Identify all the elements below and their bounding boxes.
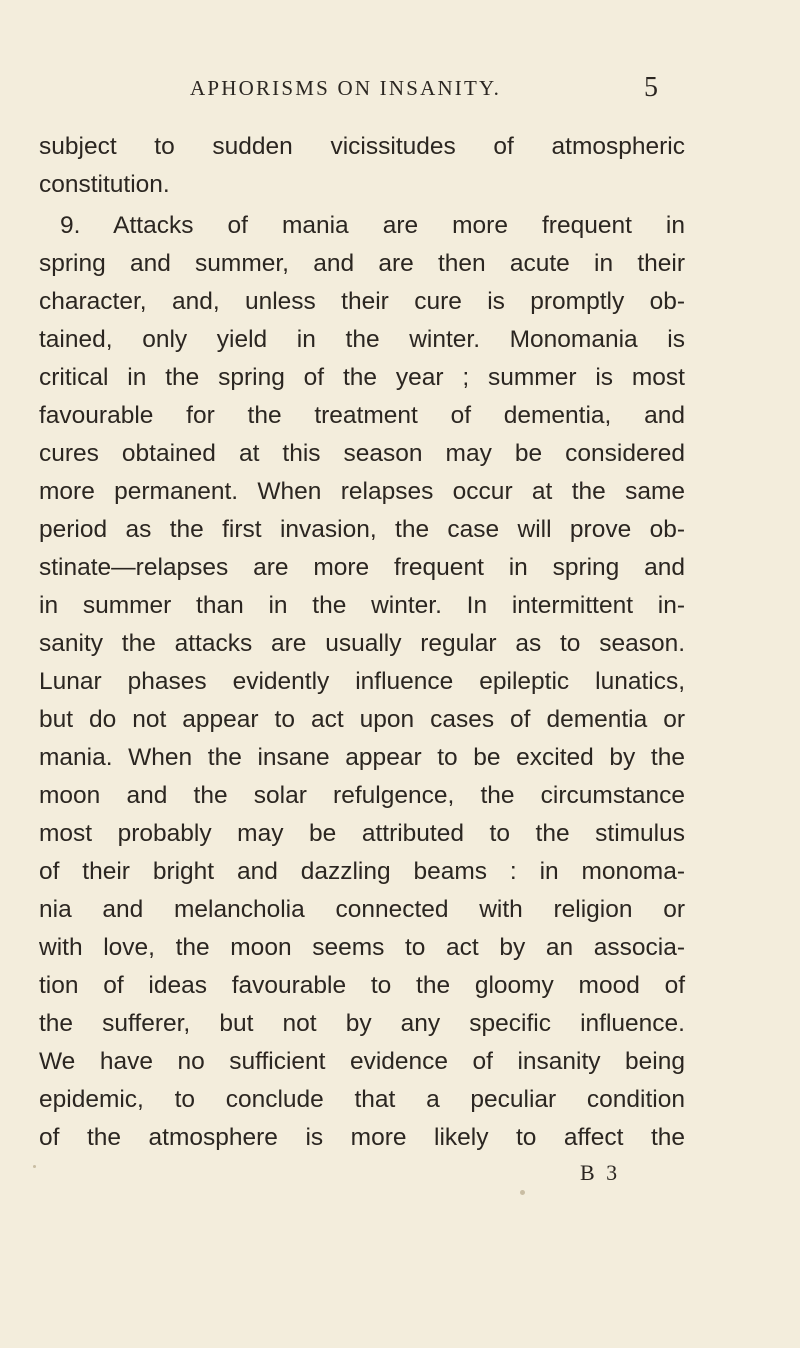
text-line: Lunar phases evidently influence epileptic lunatics, bbox=[39, 668, 685, 695]
text-line: We have no sufficient evidence of insanity being bbox=[39, 1048, 685, 1075]
text-line: spring and summer, and are then acute in their bbox=[39, 250, 685, 277]
text-line: tained, only yield in the winter. Monomania is bbox=[39, 326, 685, 353]
text-line: constitution. bbox=[39, 171, 170, 198]
text-line: sanity the attacks are usually regular as to season. bbox=[39, 630, 685, 657]
text-line: most probably may be attributed to the stimulus bbox=[39, 820, 685, 847]
text-line: tion of ideas favourable to the gloomy mood of bbox=[39, 972, 685, 999]
text-line: in summer than in the winter. In intermittent in- bbox=[39, 592, 685, 619]
text-line: mania. When the insane appear to be excited by the bbox=[39, 744, 685, 771]
text-line: stinate—relapses are more frequent in spring and bbox=[39, 554, 685, 581]
text-line: the sufferer, but not by any specific influence. bbox=[39, 1010, 685, 1037]
text-line: of the atmosphere is more likely to affect the bbox=[39, 1124, 685, 1151]
text-line: nia and melancholia connected with religion or bbox=[39, 896, 685, 923]
text-line: moon and the solar refulgence, the circumstance bbox=[39, 782, 685, 809]
signature-mark: B 3 bbox=[580, 1160, 621, 1185]
page-number: 5 bbox=[644, 72, 658, 103]
text-line: cures obtained at this season may be considered bbox=[39, 440, 685, 467]
text-line: more permanent. When relapses occur at the same bbox=[39, 478, 685, 505]
text-line: subject to sudden vicissitudes of atmospheric bbox=[39, 133, 685, 160]
paper-speck bbox=[520, 1190, 525, 1195]
text-line: period as the first invasion, the case will prove ob- bbox=[39, 516, 685, 543]
text-line: epidemic, to conclude that a peculiar condition bbox=[39, 1086, 685, 1113]
text-line: critical in the spring of the year ; summer is most bbox=[39, 364, 685, 391]
text-line: of their bright and dazzling beams : in monoma- bbox=[39, 858, 685, 885]
text-line: with love, the moon seems to act by an associa- bbox=[39, 934, 685, 961]
paper-speck bbox=[33, 1165, 36, 1168]
text-line: 9. Attacks of mania are more frequent in bbox=[60, 212, 685, 239]
text-line: character, and, unless their cure is promptly ob- bbox=[39, 288, 685, 315]
running-title: APHORISMS ON INSANITY. bbox=[190, 76, 502, 100]
text-line: but do not appear to act upon cases of dementia or bbox=[39, 706, 685, 733]
text-line: favourable for the treatment of dementia, and bbox=[39, 402, 685, 429]
